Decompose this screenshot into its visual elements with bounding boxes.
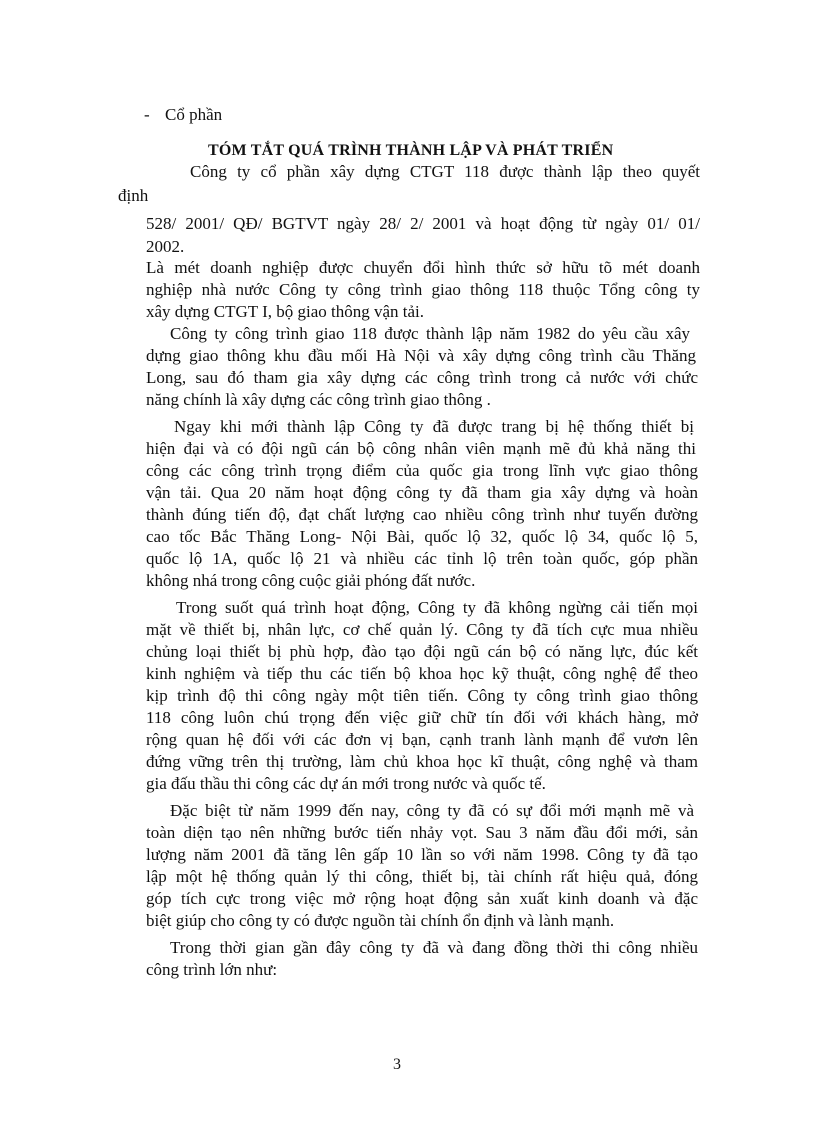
- paragraph-line: công các công trình trọng điểm của quốc gia trong lĩnh vực giao thông: [146, 461, 698, 480]
- bullet-text: Cổ phần: [165, 105, 223, 124]
- paragraph-line: định: [118, 186, 149, 205]
- paragraph-line: Là mét doanh nghiệp được chuyển đổi hình thức sở hữu tõ mét doanh: [146, 258, 700, 277]
- paragraph-line: xây dựng CTGT I, bộ giao thông vận tải.: [146, 302, 425, 321]
- paragraph-line: công trình lớn như:: [146, 960, 278, 979]
- bullet-dash: -: [144, 105, 150, 124]
- paragraph-line: lập một hệ thống quản lý thi công, thiết bị, tài chính rất hiệu quả, đóng: [146, 867, 698, 886]
- page-number: 3: [393, 1056, 401, 1073]
- paragraph-line: cao tốc Bắc Thăng Long- Nội Bài, quốc lộ 32, quốc lộ 34, quốc lộ 5,: [146, 527, 698, 546]
- paragraph-line: 528/ 2001/ QĐ/ BGTVT ngày 28/ 2/ 2001 và hoạt động từ ngày 01/ 01/: [146, 214, 700, 233]
- paragraph-line: biệt giúp cho công ty có được nguồn tài chính ổn định và lành mạnh.: [146, 911, 615, 930]
- paragraph-line: dựng giao thông khu đầu mối Hà Nội và xây dựng công trình cầu Thăng: [146, 346, 696, 365]
- paragraph-line: đứng vững trên thị trường, làm chủ khoa học kĩ thuật, công nghệ và tham: [146, 752, 698, 771]
- paragraph-line: Trong suốt quá trình hoạt động, Công ty đã không ngừng cải tiến mọi: [176, 598, 698, 617]
- paragraph-line: nghiệp nhà nước Công ty công trình giao thông 118 thuộc Tổng công ty: [146, 280, 700, 299]
- paragraph-line: gia đấu thầu thi công các dự án mới trong nước và quốc tế.: [146, 774, 546, 793]
- paragraph-line: không nhá trong công cuộc giải phóng đất nước.: [146, 571, 476, 590]
- paragraph-line: 118 công luôn chú trọng đến việc giữ chữ tín đối với khách hàng, mở: [146, 708, 698, 727]
- section-heading: TÓM TẮT QUÁ TRÌNH THÀNH LẬP VÀ PHÁT TRIỂN: [208, 142, 614, 159]
- paragraph-line: quốc lộ 1A, quốc lộ 21 và nhiều các tỉnh lộ trên toàn quốc, góp phần: [146, 549, 698, 568]
- paragraph-line: Công ty công trình giao 118 được thành lập năm 1982 do yêu cầu xây: [170, 324, 690, 343]
- paragraph-line: năng chính là xây dựng các công trình giao thông .: [146, 390, 491, 409]
- paragraph-line: góp tích cực trong việc mở rộng hoạt động sản xuất kinh doanh và đặc: [146, 889, 698, 908]
- paragraph-line: toàn diện tạo nên những bước tiến nhảy vọt. Sau 3 năm đầu đổi mới, sản: [146, 823, 698, 842]
- paragraph-line: Ngay khi mới thành lập Công ty đã được trang bị hệ thống thiết bị: [174, 417, 694, 436]
- paragraph-line: chủng loại thiết bị phù hợp, đào tạo đội ngũ cán bộ có năng lực, đúc kết: [146, 642, 698, 661]
- paragraph-line: 2002.: [146, 237, 185, 256]
- paragraph-line: vận tải. Qua 20 năm hoạt động công ty đã tham gia xây dựng và hoàn: [146, 483, 698, 502]
- paragraph-line: lượng năm 2001 đã tăng lên gấp 10 lần so với năm 1998. Công ty đã tạo: [146, 845, 698, 864]
- paragraph-line: kịp trình độ thi công ngày một tiên tiến. Công ty công trình giao thông: [146, 686, 698, 705]
- paragraph-line: mặt về thiết bị, nhân lực, cơ chế quản lý. Công ty đã tích cực mua nhiều: [146, 620, 698, 639]
- paragraph-line: hiện đại và có đội ngũ cán bộ công nhân viên mạnh mẽ đủ khả năng thi: [146, 439, 696, 458]
- paragraph-line: Công ty cổ phần xây dựng CTGT 118 được thành lập theo quyết: [190, 162, 700, 181]
- paragraph-line: thành đúng tiến độ, đạt chất lượng cao nhiều công trình như tuyến đường: [146, 505, 698, 524]
- paragraph-line: rộng quan hệ đối với các đơn vị bạn, cạnh tranh lành mạnh để vươn lên: [146, 730, 698, 749]
- paragraph-line: Long, sau đó tham gia xây dựng các công trình trong cả nước với chức: [146, 368, 698, 387]
- paragraph-line: Trong thời gian gần đây công ty đã và đang đồng thời thi công nhiều: [170, 938, 698, 957]
- paragraph-line: kinh nghiệm và tiếp thu các tiến bộ khoa học kỹ thuật, công nghệ để theo: [146, 664, 698, 683]
- paragraph-line: Đặc biệt từ năm 1999 đến nay, công ty đã có sự đổi mới mạnh mẽ và: [170, 801, 694, 820]
